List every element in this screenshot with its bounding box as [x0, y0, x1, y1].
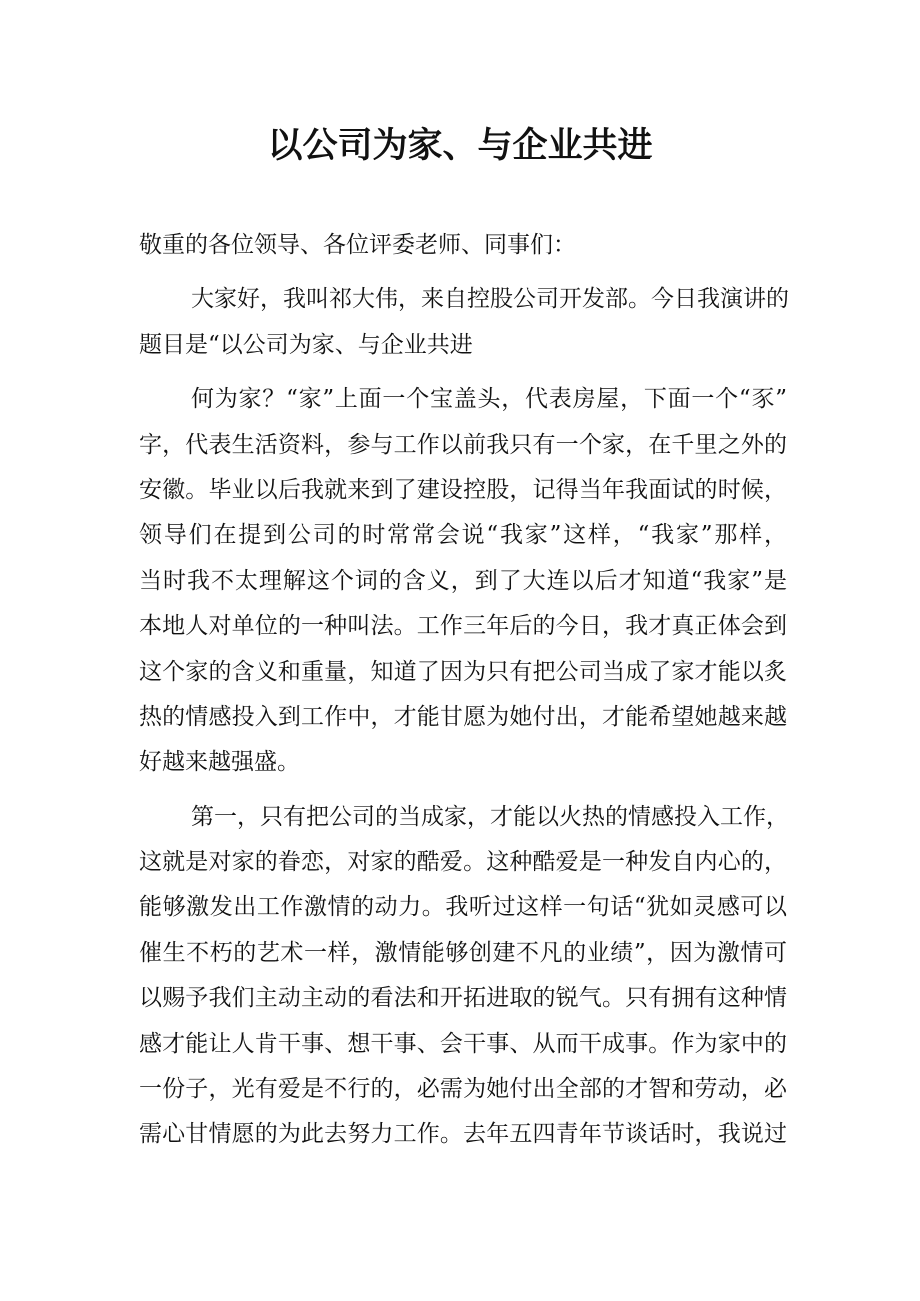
- paragraph-gap: [139, 368, 787, 377]
- paragraph-3-line-4: 催生不朽的艺术一样，激情能够创建不凡的业绩”，因为激情可: [139, 939, 787, 966]
- document-body: [139, 223, 787, 1158]
- paragraph-gap: [139, 268, 787, 277]
- paragraph-2-line-8: 热的情感投入到工作中，才能甘愿为她付出，才能希望她越来越: [139, 703, 787, 730]
- paragraph-3-line-2: 这就是对家的眷恋，对家的酷爱。这种酷爱是一种发自内心的，: [139, 849, 787, 876]
- paragraph-2-line-2: 字，代表生活资料，参与工作以前我只有一个家，在千里之外的: [139, 431, 787, 458]
- document-title: 以公司为家、与企业共进: [267, 126, 653, 166]
- paragraph-2-line-6: 本地人对单位的一种叫法。工作三年后的今日，我才真正体会到: [139, 613, 787, 640]
- paragraph-3-line-3: 能够激发出工作激情的动力。我听过这样一句话“犹如灵感可以: [139, 894, 787, 921]
- paragraph-2-line-1: 何为家？“家”上面一个宝盖头，代表房屋，下面一个“豕”: [191, 386, 787, 413]
- paragraph-3-line-7: 一份子，光有爱是不行的，必需为她付出全部的才智和劳动，必: [139, 1076, 787, 1103]
- paragraph-3-line-1: 第一，只有把公司的当成家，才能以火热的情感投入工作，: [191, 803, 789, 830]
- paragraph-2-line-3: 安徽。毕业以后我就来到了建设控股，记得当年我面试的时候，: [139, 476, 787, 503]
- paragraph-3-line-6: 感才能让人肯干事、想干事、会干事、从而干成事。作为家中的: [139, 1030, 787, 1057]
- salutation: 敬重的各位领导、各位评委老师、同事们：: [139, 232, 576, 258]
- paragraph-2-line-4: 领导们在提到公司的时常常会说“我家”这样，“我家”那样，: [139, 522, 787, 549]
- paragraph-2-line-9: 好越来越强盛。: [139, 749, 300, 776]
- paragraph-1-line-2: 题目是“以公司为家、与企业共进: [139, 331, 473, 358]
- paragraph-3-line-5: 以赐予我们主动主动的看法和开拓进取的锐气。只有拥有这种情: [139, 985, 787, 1012]
- paragraph-3-line-8: 需心甘情愿的为此去努力工作。去年五四青年节谈话时，我说过: [139, 1121, 787, 1148]
- paragraph-1-line-1: 大家好，我叫祁大伟，来自控股公司开发部。今日我演讲的: [191, 286, 789, 313]
- paragraph-gap: [139, 786, 787, 795]
- paragraph-2-line-5: 当时我不太理解这个词的含义，到了大连以后才知道“我家”是: [139, 567, 787, 594]
- paragraph-2-line-7: 这个家的含义和重量，知道了因为只有把公司当成了家才能以炙: [139, 658, 787, 685]
